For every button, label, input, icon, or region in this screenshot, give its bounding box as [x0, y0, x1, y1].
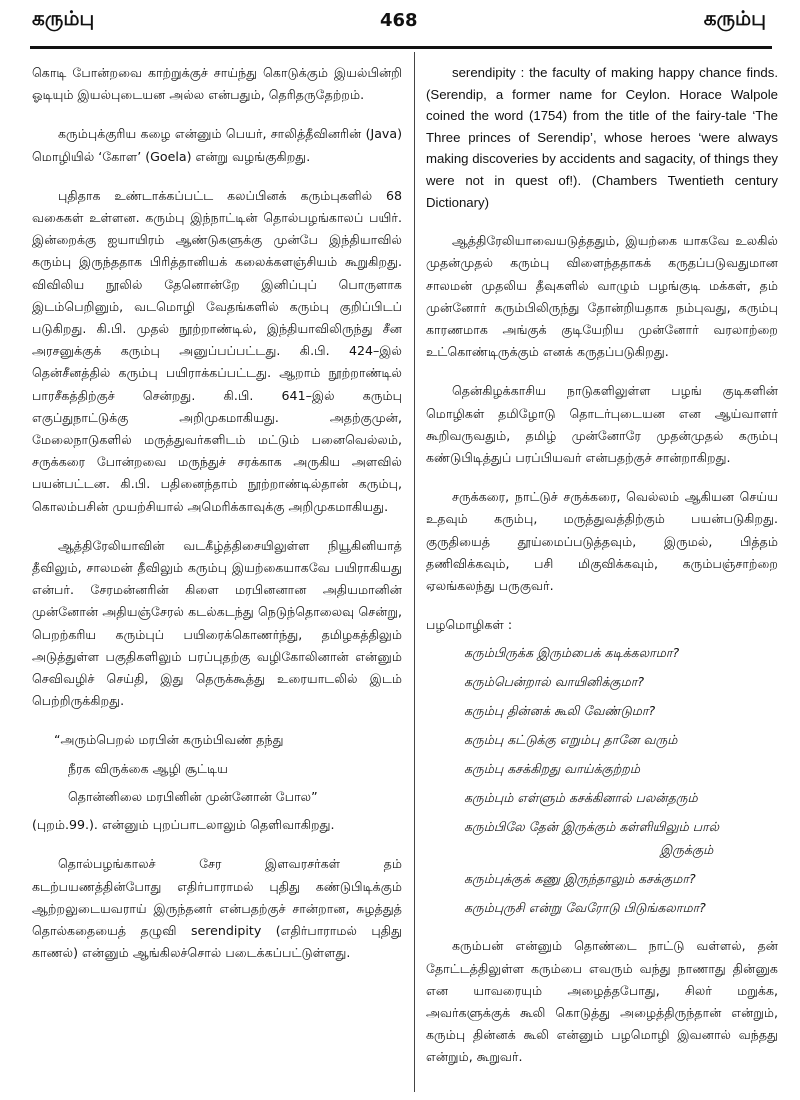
page-number: 468	[380, 10, 418, 31]
column-divider	[414, 52, 415, 1092]
paragraph: ஆத்திரேலியாவின் வடகீழ்த்திசையிலுள்ள நியூகினியாத் தீவிலும், சாலமன் தீவிலும் கரும்பு இயற்கையாகவே பயிராகியது என்பர். சேரமன்னரின் கிளை மரபினனான அதியமானின் முன்னோன் அதியஞ்சேரல் கடல்கடந்து நெடுந்தொலைவு சென்று, பெறற்கரிய கரும்புப் பயிரைக்கொணர்ந்து, தமிழகத்திலும் அடுத்துள்ள பகுதிகளிலும் பரப்புதற்கு வழிகோலினான் என்னும் செவிவழிச் செய்தி, இது தெருக்கூத்து உரையாடலில் இடம் பெற்றிருக்கிறது.	[32, 537, 402, 709]
left-column	[32, 62, 402, 981]
paragraph: தொல்பழங்காலச் சேர இளவரசர்கள் தம் கடற்பயணத்தின்போது எதிர்பாராமல் புதிது கண்டுபிடிக்கும் ஆற்றலுடையவராய் இருந்தனர் என்பதற்குச் சான்றான, சுழத்துத் தொல்கதையைத் தழுவி serendipity (எதிர்பாராமல் புதிது காணல்) என்னும் ஆங்கிலச்சொல் படைக்கப்பட்டுள்ளது.	[32, 856, 402, 961]
english-note: serendipity : the faculty of making happy chance finds. (Serendip, a former name for Ceylon. Horace Walpole coined the word (1754) from the title of the fairy-tale ‘The Three princes of Serendip’, whose heroes ‘were always making discoveries by accidents and sagacity, of things they were not in quest of!). (Chambers Twentieth century Dictionary)	[426, 65, 778, 210]
verse-line: “அரும்பெறல் மரபின் கரும்பிவண் தந்து	[54, 732, 284, 748]
proverb: கரும்பு தின்னக் கூலி வேண்டுமா?	[464, 703, 656, 719]
proverb: கரும்புக்குக் கணு இருந்தாலும் கசக்குமா?	[464, 871, 696, 887]
proverb: கரும்பு கட்டுக்கு எறும்பு தானே வரும்	[464, 732, 678, 748]
proverb: கரும்பென்றால் வாயினிக்குமா?	[464, 674, 645, 690]
proverb: கரும்பும் எள்ளும் கசக்கினால் பலன்தரும்	[464, 790, 698, 806]
proverb-continuation: இருக்கும்	[660, 842, 714, 858]
proverbs-list	[426, 642, 778, 919]
proverb: கரும்பிருக்க இரும்பைக் கடிக்கலாமா?	[464, 645, 680, 661]
paragraph: ஆத்திரேலியாவையடுத்ததும், இயற்கை யாகவே உலகில் முதன்முதல் கரும்பு விளைந்ததாகக் கருதப்படுவதுமான சாலமன் முதலிய தீவுகளில் வாழும் பழங்குடி மக்கள், தம் முன்னோர் கரும்பிலிருந்து தோன்றியதாக நம்புவது, கரும்பு காரணமாக அங்குக் குடியேறிய முன்னோர் வரலாற்றை உட்கொண்டிருக்கும் எனக் கருதப்படுகிறது.	[426, 233, 778, 360]
running-title-right: கரும்பு	[703, 6, 766, 30]
right-column	[426, 62, 778, 1086]
proverb: கரும்புருசி என்று வேரோடு பிடுங்கலாமா?	[464, 900, 706, 916]
paragraph: புதிதாக உண்டாக்கப்பட்ட கலப்பினக் கரும்புகளில் 68 வகைகள் உள்ளன. கரும்பு இந்நாட்டின் தொல்பழங்காலப் பயிர். இன்றைக்கு ஐயாயிரம் ஆண்டுகளுக்கு முன்பே இந்தியாவில் கரும்பு இருந்ததாக பிரித்தானியக் கலைக்களஞ்சியம் கூறுகிறது. விவிலிய நூலில் தேனொன்றே இனிப்புப் பொருளாக இடம்பெறினும், வடமொழி வேதங்களில் கரும்பு குறிப்பிடப் படுகிறது. கி.பி. முதல் நூற்றாண்டில், இந்தியாவிலிருந்து சீன அரசனுக்குக் கரும்பு அனுப்பப்பட்டது. கி.பி. 424–இல் தென்சீனத்தில் கரும்பு பயிராக்கப்பட்டது. ஆறாம் நூற்றாண்டில் பாரசீகத்திற்குச் சென்றது. கி.பி. 641–இல் கரும்பு எகுப்துநாட்டுக்கு அறிமுகமாகியது. அதற்குமுன், மேலைநாடுகளில் மருத்துவர்களிடம் மட்டும் பனைவெல்லம், சருக்கரை போன்றவை மருந்துச் சரக்காக அருகிய அளவில் பயன்பட்டன. கி.பி. பதினைந்தாம் நூற்றாண்டில்தான் கரும்பு, கொலம்பசின் முயற்சியால் அமெரிக்காவுக்கு அறிமுகமாகியது.	[32, 187, 402, 514]
paragraph: கொடி போன்றவை காற்றுக்குச் சாய்ந்து கொடுக்கும் இயல்பின்றி ஓடியும் இயல்புடையன அல்ல என்பதும், தெரிதருதேற்றம்.	[32, 65, 402, 103]
paragraph: கரும்புக்குரிய கழை என்னும் பெயர், சாலித்தீவினரின் (Java) மொழியில் ‘கோள’ (Goela) என்று வழங்குகிறது.	[32, 126, 402, 164]
proverbs-heading: பழமொழிகள் :	[426, 617, 513, 633]
verse-line: தொன்னிலை மரபினின் முன்னோன் போல”	[68, 788, 318, 804]
verse-source: (புறம்.99.). என்னும் புறப்பாடலாலும் தெளிவாகிறது.	[32, 817, 335, 833]
verse-line: நீரக விருக்கை ஆழி சூட்டிய	[68, 760, 228, 776]
proverb: கரும்பு கசக்கிறது வாய்க்குற்றம்	[464, 761, 641, 777]
header-rule	[30, 46, 772, 49]
paragraph: தென்கிழக்காசிய நாடுகளிலுள்ள பழங் குடிகளின் மொழிகள் தமிழோடு தொடர்புடையன என ஆய்வாளர் கூறிவருவதும், தமிழ் முன்னோரே முதன்முதல் கரும்பு கண்டுபிடித்துப் பரப்பியவர் என்பதற்குச் சான்றாகிறது.	[426, 383, 778, 465]
paragraph: கரும்பன் என்னும் தொண்டை நாட்டு வள்ளல், தன் தோட்டத்திலுள்ள கரும்பை எவரும் வந்து நாணாது தின்னுக என யாவரையும் அழைத்தபோது, சிலர் மறுக்க, அவர்களுக்குக் கூலி கொடுத்து அழைத்திருந்தான் என்றும், கரும்பு தின்னக் கூலி என்னும் பழமொழி இவனால் வந்தது என்றும், கூறுவர்.	[426, 938, 778, 1065]
paragraph: சருக்கரை, நாட்டுச் சருக்கரை, வெல்லம் ஆகியன செய்ய உதவும் கரும்பு, மருத்துவத்திற்கும் பயன்படுகிறது. குருதியைத் தூய்மைப்படுத்தவும், இருமல், பித்தம் தணிவிக்கவும், பசி மிகுவிக்கவும், கரும்பஞ்சாற்றை ஏலங்கலந்து பருகுவர்.	[426, 489, 778, 593]
proverb: கரும்பிலே தேன் இருக்கும் கள்ளியிலும் பால்	[464, 819, 720, 835]
page-header	[0, 0, 800, 52]
running-title-left: கரும்பு	[32, 6, 95, 30]
